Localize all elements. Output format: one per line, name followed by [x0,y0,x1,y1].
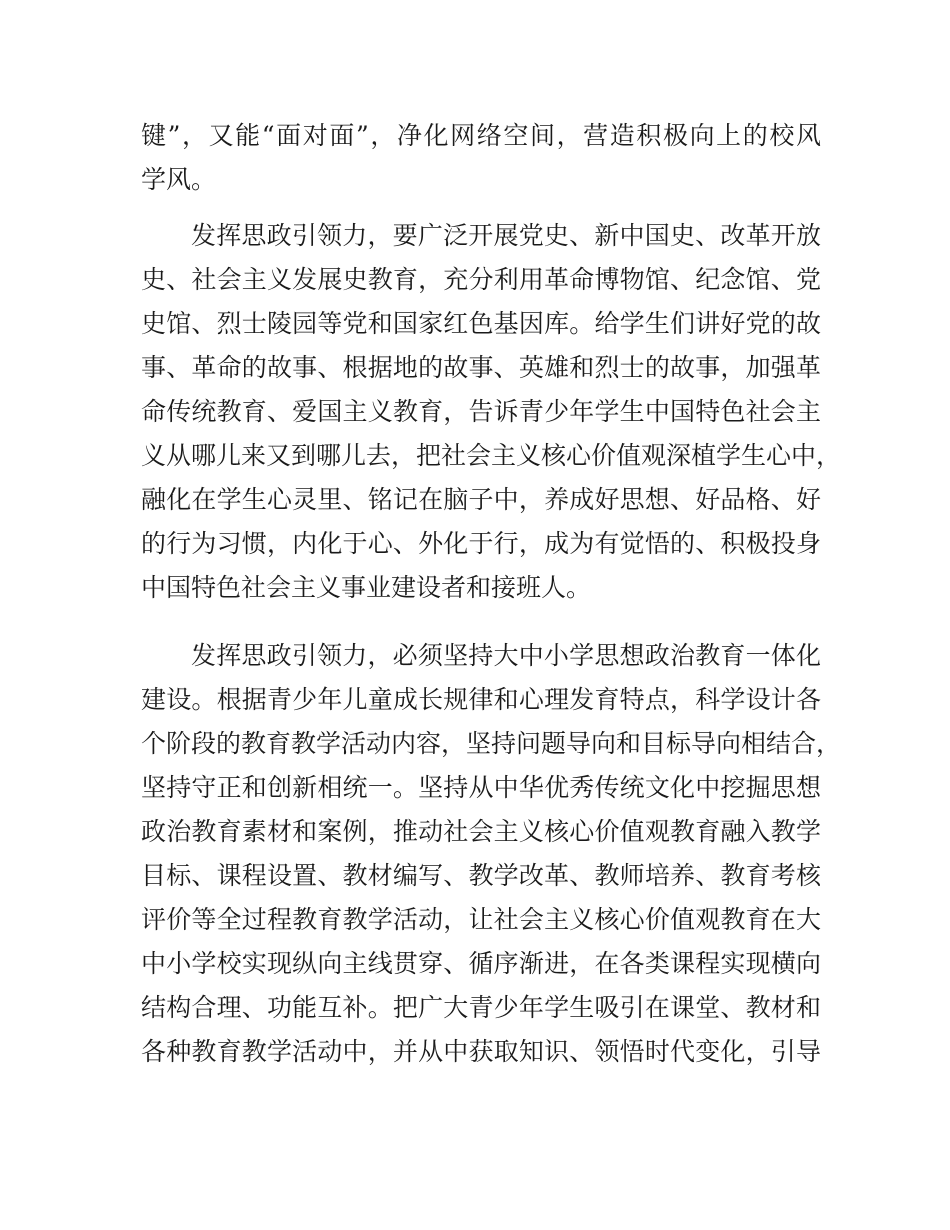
paragraph-3-line-8: 中小学校实现纵向主线贯穿、循序渐进，在各类课程实现横向 [141,949,821,978]
paragraph-2-line-1: 发挥思政引领力，要广泛开展党史、新中国史、改革开放 [191,221,821,250]
paragraph-3-line-3: 个阶段的教育教学活动内容，坚持问题导向和目标导向相结合， [141,729,842,758]
paragraph-3-line-4: 坚持守正和创新相统一。坚持从中华优秀传统文化中挖掘思想 [141,773,821,802]
paragraph-2-line-9: 中国特色社会主义事业建设者和接班人。 [141,573,592,602]
paragraph-3-line-1: 发挥思政引领力，必须坚持大中小学思想政治教育一体化 [191,641,821,670]
paragraph-1-line-1: 键”，又能“面对面”，净化网络空间，营造积极向上的校风 [141,121,821,150]
paragraph-2-line-4: 事、革命的故事、根据地的故事、英雄和烈士的故事，加强革 [141,353,821,382]
paragraph-3-line-5: 政治教育素材和案例，推动社会主义核心价值观教育融入教学 [141,817,821,846]
paragraph-3-line-10: 各种教育教学活动中，并从中获取知识、领悟时代变化，引导 [141,1037,821,1066]
paragraph-2-line-3: 史馆、烈士陵园等党和国家红色基因库。给学生们讲好党的故 [141,309,821,338]
paragraph-3-line-7: 评价等全过程教育教学活动，让社会主义核心价值观教育在大 [141,905,821,934]
paragraph-3-line-2: 建设。根据青少年儿童成长规律和心理发育特点，科学设计各 [141,685,821,714]
paragraph-2-line-8: 的行为习惯，内化于心、外化于行，成为有觉悟的、积极投身 [141,529,821,558]
paragraph-2-line-7: 融化在学生心灵里、铭记在脑子中，养成好思想、好品格、好 [141,485,821,514]
paragraph-2-line-5: 命传统教育、爱国主义教育，告诉青少年学生中国特色社会主 [141,397,821,426]
paragraph-3-line-6: 目标、课程设置、教材编写、教学改革、教师培养、教育考核 [141,861,821,890]
paragraph-2-line-6: 义从哪儿来又到哪儿去，把社会主义核心价值观深植学生心中， [141,441,842,470]
paragraph-1-line-2: 学风。 [141,165,217,194]
paragraph-3-line-9: 结构合理、功能互补。把广大青少年学生吸引在课堂、教材和 [141,993,821,1022]
paragraph-2-line-2: 史、社会主义发展史教育，充分利用革命博物馆、纪念馆、党 [141,265,821,294]
